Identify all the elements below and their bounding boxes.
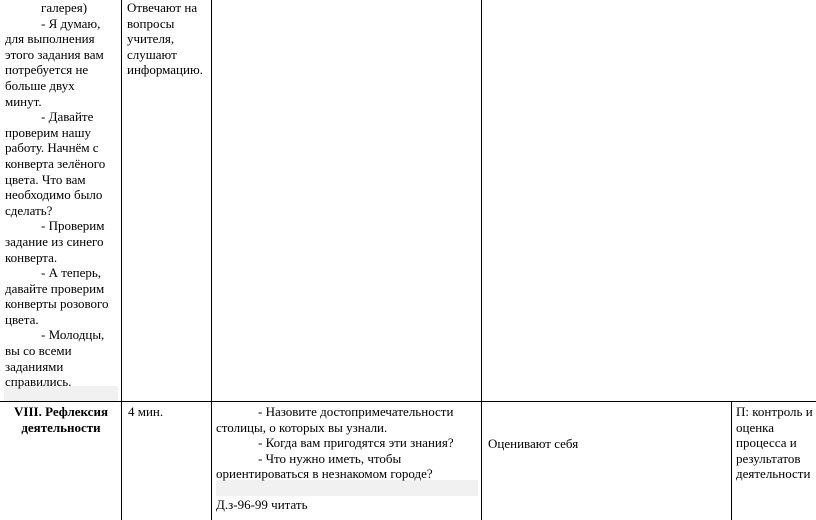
col-divider-4-bottom [731, 401, 732, 520]
text-line: - Проверим [41, 218, 105, 234]
text-line: столицы, о которых вы узнали. [216, 419, 388, 435]
text-line: работу. Начнём с [5, 140, 99, 156]
col-divider-1-bottom [121, 401, 122, 520]
text-line: конверта зелёного [5, 155, 106, 171]
text-line: слушают [127, 46, 177, 62]
text-line: П: контроль и [736, 404, 813, 419]
text-line: сделать? [5, 202, 53, 218]
stage-time: 4 мин. [128, 404, 164, 419]
text-line: галерея) [41, 0, 88, 15]
text-line: проверим нашу [5, 124, 91, 140]
text-line: для выполнения [5, 31, 95, 47]
text-line: этого задания вам [5, 46, 104, 62]
col-divider-3-bottom [481, 401, 482, 520]
text-line: справились. [5, 374, 72, 390]
col-divider-2-bottom [211, 401, 212, 520]
text-line: вопросы [127, 15, 175, 31]
text-line: конверта. [5, 249, 58, 265]
text-line: давайте проверим [5, 280, 105, 296]
text-line: Отвечают на [127, 0, 198, 15]
teacher-activity [216, 404, 454, 482]
col-divider-1-top [121, 0, 122, 401]
text-line: задание из синего [5, 233, 104, 249]
text-line: - Молодцы, [41, 327, 105, 343]
text-line: минут. [5, 93, 42, 109]
text-line: информацию. [127, 62, 203, 78]
students-activity: Оценивают себя [488, 436, 579, 451]
stage-title [2, 404, 120, 435]
top-student-text [127, 0, 203, 78]
text-line: - Давайте [41, 109, 94, 125]
text-line: цвета. [5, 311, 39, 327]
uud-text [736, 404, 813, 482]
text-line: оценка [736, 419, 775, 435]
col-divider-3-top [481, 0, 482, 401]
text-line: вы со всеми [5, 343, 72, 359]
cell-shading-teacher [216, 480, 478, 496]
text-line: - Назовите достопримечательности [258, 404, 454, 419]
text-line: ориентироваться в незнакомом городе? [216, 466, 433, 482]
text-line: результатов [736, 450, 801, 466]
text-line: процесса и [736, 435, 797, 451]
text-line: - Когда вам пригодятся эти знания? [258, 435, 454, 451]
text-line: - Что нужно иметь, чтобы [258, 450, 402, 466]
top-stage-text [5, 0, 109, 390]
text-line: VIII. Рефлексия [14, 404, 108, 419]
text-line: - А теперь, [41, 265, 102, 281]
homework: Д.з-96-99 читать [216, 497, 308, 512]
text-line: больше двух [5, 77, 75, 93]
text-line: - Я думаю, [41, 15, 101, 31]
text-line: потребуется не [5, 62, 89, 78]
text-line: деятельности [736, 466, 811, 482]
text-line: цвета. Что вам [5, 171, 86, 187]
text-line: конверты розового [5, 296, 109, 312]
text-line: учителя, [127, 31, 175, 47]
row-divider [0, 401, 816, 402]
text-line: заданиями [5, 358, 64, 374]
col-divider-2-top [211, 0, 212, 401]
text-line: необходимо было [5, 187, 103, 203]
text-line: деятельности [21, 419, 101, 435]
